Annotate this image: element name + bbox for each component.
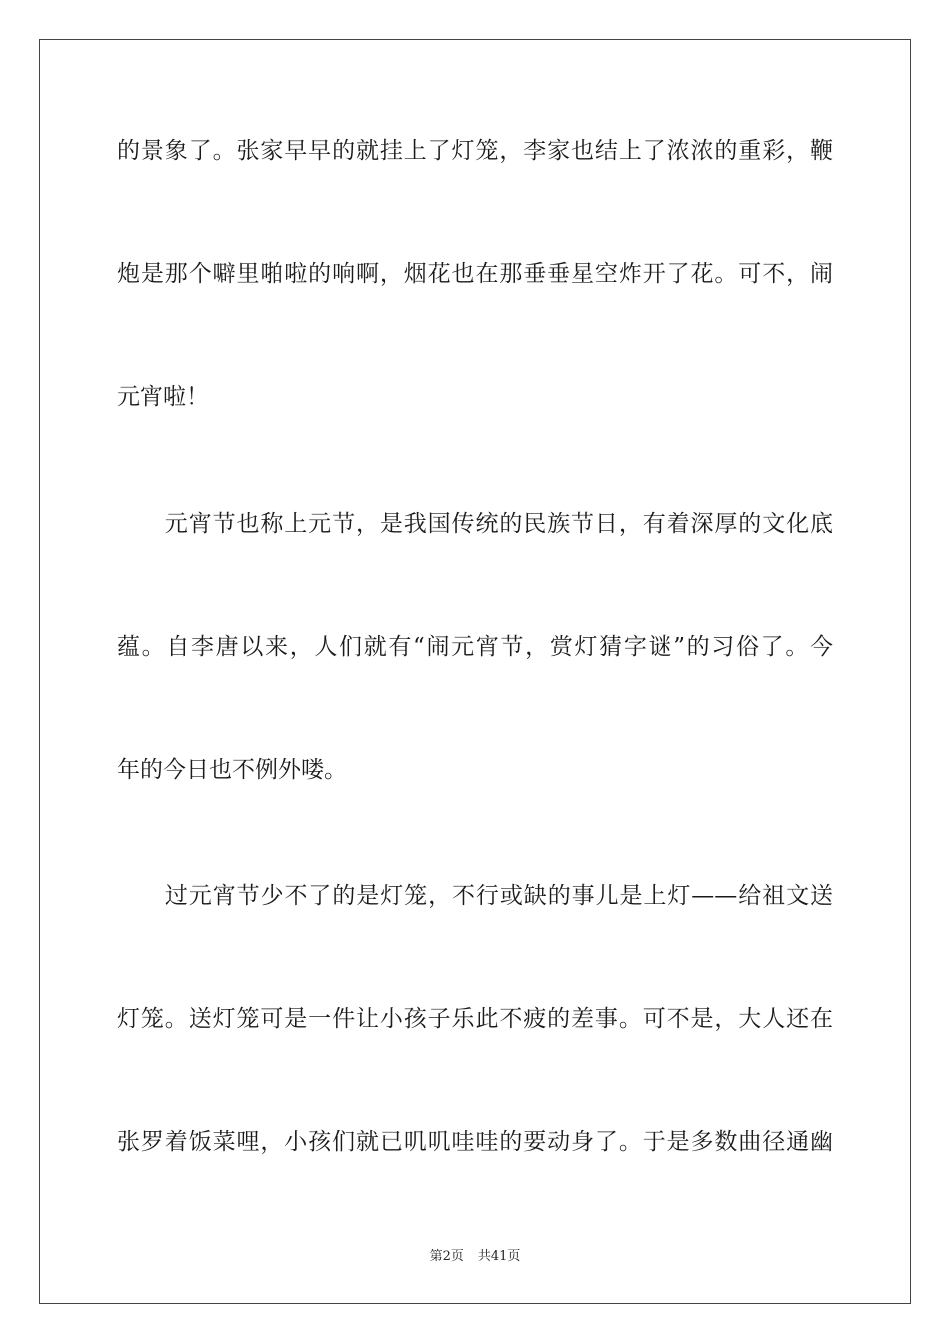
body-text-line: 的景象了。张家早早的就挂上了灯笼，李家也结上了浓浓的重彩，鞭 xyxy=(117,138,833,164)
body-text-line: 张罗着饭菜哩，小孩们就已叽叽哇哇的要动身了。于是多数曲径通幽 xyxy=(117,1129,833,1155)
body-text-line: 过元宵节少不了的是灯笼，不行或缺的事儿是上灯——给祖文送 xyxy=(117,883,833,909)
body-text-line: 蕴。自李唐以来，人们就有“闹元宵节，赏灯猜字谜”的习俗了。今 xyxy=(117,634,833,660)
body-text-line: 元宵啦！ xyxy=(117,384,209,410)
body-text-line: 元宵节也称上元节，是我国传统的民族节日，有着深厚的文化底 xyxy=(117,511,833,537)
body-text-line: 年的今日也不例外喽。 xyxy=(117,757,347,783)
body-text-line: 炮是那个噼里啪啦的响啊，烟花也在那垂垂星空炸开了花。可不，闹 xyxy=(117,261,833,287)
page-number: 第2页 xyxy=(429,1249,464,1264)
page-footer xyxy=(0,1248,950,1266)
page-border xyxy=(39,39,911,1304)
page-total: 共41页 xyxy=(477,1249,521,1264)
body-text-line: 灯笼。送灯笼可是一件让小孩子乐此不疲的差事。可不是，大人还在 xyxy=(117,1006,833,1032)
